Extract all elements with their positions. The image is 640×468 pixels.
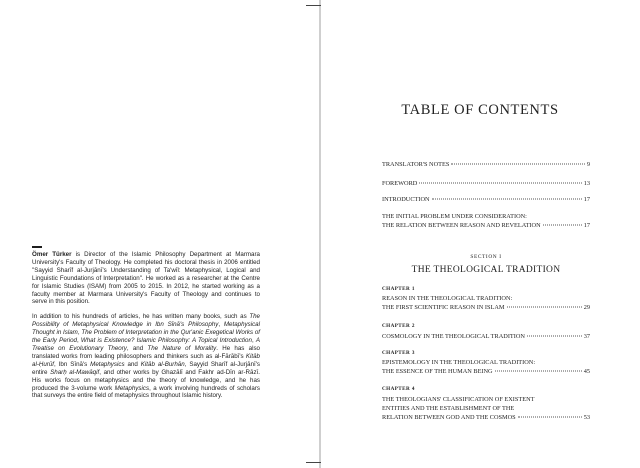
toc-entry-chapter-4[interactable] — [382, 395, 590, 422]
toc-line — [382, 367, 590, 376]
toc-line — [382, 358, 590, 367]
author-bio — [32, 251, 260, 407]
book-title: What is Existence? Islamic Philosophy: A Topical Introduction — [80, 337, 252, 345]
left-page — [0, 0, 319, 468]
toc-line — [382, 179, 590, 188]
chapter-label: CHAPTER 2 — [382, 323, 415, 329]
toc-entry-text: RELATION BETWEEN GOD AND THE COSMOS — [382, 414, 516, 421]
bio-text: , — [218, 321, 224, 329]
toc-line — [382, 195, 590, 204]
bio-text: , Sayyid Sharīf al-Jurjānī's entire — [32, 360, 261, 376]
toc-line — [382, 413, 590, 422]
toc-page-number: 13 — [583, 180, 590, 187]
bio-text: and — [124, 360, 141, 368]
toc-entry-foreword[interactable] — [382, 179, 590, 188]
toc-line — [382, 221, 590, 230]
chapter-label: CHAPTER 3 — [382, 350, 415, 356]
chapter-label: CHAPTER 4 — [382, 386, 415, 392]
bio-paragraph-1-text: is Director of the Islamic Philosophy Department at Marmara University's Faculty of Theology. He completed his doctoral thesis in 2006 entitled "Sayyid Sharīf al-Jurjānī's Understanding of Ta'wīl: Metaphysical, Logical and Linguistic Foundations of Interpretation". He worked as a researcher at the Centre for Islamic Studies (ISAM) from 2005 to 2015. In 2012, he started working as a faculty member at Marmara University's Faculty of Theology and continues to serve in this position. — [32, 251, 260, 306]
book-title: Metaphysics — [114, 384, 150, 392]
bio-text: , Ibn Sīnā's — [54, 360, 91, 368]
dot-leader — [495, 371, 582, 372]
book-title: Metaphysical Thought in Islam — [32, 321, 260, 337]
toc-entry-initial-problem[interactable] — [382, 212, 590, 230]
toc-entry-translators-notes[interactable] — [382, 160, 590, 169]
toc-entry-introduction[interactable] — [382, 195, 590, 204]
toc-page-number: 29 — [583, 304, 590, 311]
book-title: A Treatise on Evolutionary Theory — [32, 337, 260, 352]
bio-text: , — [77, 329, 82, 337]
toc-entry-text: THE THEOLOGIANS' CLASSIFICATION OF EXISTENT — [382, 396, 535, 403]
toc-entry-text: THE RELATION BETWEEN REASON AND REVELATION — [382, 222, 541, 229]
chapter-label: CHAPTER 1 — [382, 286, 415, 292]
dot-leader — [507, 307, 582, 308]
book-title: Kitāb al-Burhān — [140, 360, 185, 368]
toc-entry-text: EPISTEMOLOGY IN THE THEOLOGICAL TRADITION: — [382, 359, 536, 366]
bio-text: , and — [126, 344, 148, 352]
toc-line — [382, 404, 590, 413]
toc-page-number: 9 — [586, 161, 590, 168]
toc-entry-text: COSMOLOGY IN THE THEOLOGICAL TRADITION — [382, 333, 525, 340]
book-title: Kitāb al-Ḥurūf — [32, 352, 260, 368]
bio-dash-rule — [32, 246, 42, 248]
dot-leader — [518, 417, 582, 418]
toc-page-number: 17 — [583, 222, 590, 229]
dot-leader — [419, 183, 581, 184]
bio-paragraph-2 — [32, 313, 260, 400]
toc-line — [382, 395, 590, 404]
toc-entry-text: INTRODUCTION — [382, 196, 430, 203]
bio-paragraph-1 — [32, 251, 260, 306]
bio-text: , — [251, 337, 256, 345]
book-title: The Possibility of Metaphysical Knowledge in Ibn Sīnā's Philosophy — [32, 313, 260, 329]
toc-entry-text: THE INITIAL PROBLEM UNDER CONSIDERATION: — [382, 213, 527, 220]
dot-leader — [543, 225, 582, 226]
toc-title: TABLE OF CONTENTS — [401, 102, 559, 118]
book-title: Sharḥ al-Mawāqif — [50, 368, 100, 376]
book-title: The Nature of Morality — [147, 344, 217, 352]
bio-text: In addition to his hundreds of articles, he has written many books, such as — [32, 313, 250, 321]
toc-entry-text: FOREWORD — [382, 180, 418, 187]
toc-line — [382, 160, 590, 169]
toc-line — [382, 303, 590, 312]
toc-page-number: 37 — [583, 333, 590, 340]
bio-text: . He has also translated works from leading philosophers and thinkers such as al-Fārābī's — [32, 344, 260, 360]
toc-entry-text: THE FIRST SCIENTIFIC REASON IN ISLAM — [382, 304, 505, 311]
book-title: Metaphysics — [90, 360, 125, 368]
dot-leader — [451, 164, 585, 165]
toc-entry-text: ENTITIES AND THE ESTABLISHMENT OF THE — [382, 405, 515, 412]
toc-page-number: 17 — [583, 196, 590, 203]
bio-text: , a work involving hundreds of scholars that surveys the entire field of metaphysics throughout Islamic history. — [32, 384, 260, 400]
toc-entry-chapter-3[interactable] — [382, 358, 590, 376]
section-title: THE THEOLOGICAL TRADITION — [411, 265, 561, 275]
toc-entry-text: THE ESSENCE OF THE HUMAN BEING — [382, 368, 493, 375]
section-label: SECTION I — [470, 254, 502, 260]
dot-leader — [432, 199, 582, 200]
toc-page-number: 53 — [583, 414, 590, 421]
toc-entry-text: REASON IN THE THEOLOGICAL TRADITION: — [382, 295, 513, 302]
toc-line — [382, 294, 590, 303]
bio-text: , and other works by Ghazālī and Fakhr ad-Dīn ar-Rāzī. His works focus on metaphysics and the theory of knowledge, and he has produced the 3-volume work — [32, 368, 260, 392]
toc-entry-chapter-1[interactable] — [382, 294, 590, 312]
toc-entry-chapter-2[interactable] — [382, 332, 590, 341]
toc-entry-text: TRANSLATOR'S NOTES — [382, 161, 450, 168]
book-title: The Problem of Interpretation in the Qur'anic Exegetical Works of the Early Period — [32, 329, 260, 345]
bio-text: , — [76, 337, 81, 345]
author-name: Ömer Türker — [32, 251, 72, 258]
toc-page-number: 45 — [583, 368, 590, 375]
toc-line — [382, 332, 590, 341]
toc-line — [382, 212, 590, 221]
dot-leader — [527, 336, 582, 337]
